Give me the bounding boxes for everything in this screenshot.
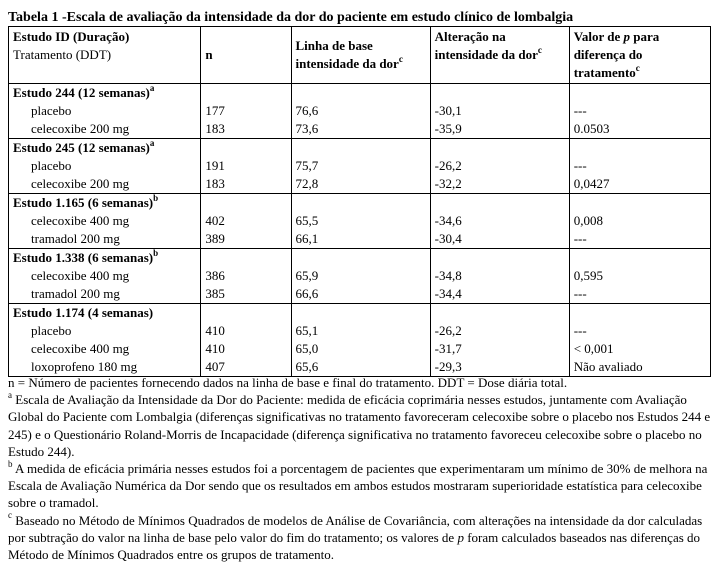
table-row [9,340,711,358]
pvalue-cell: 0,595 [569,267,710,285]
n-cell: 410 [201,322,291,340]
study-empty-cell [201,139,291,158]
study-name: Estudo 244 (12 semanas) [13,85,150,100]
treatment-cell: placebo [9,157,201,175]
footnote-c-p: p [457,529,464,545]
study-empty-cell [291,139,430,158]
study-footnote-marker: b [153,192,159,203]
table-row [9,157,711,175]
treatment-cell: tramadol 200 mg [9,230,201,249]
table-row [9,212,711,230]
table-header-row [9,27,711,84]
footnote-a [8,391,712,460]
pvalue-cell: 0.0503 [569,120,710,139]
table-row [9,120,711,139]
study-cell [9,84,201,103]
treatment-cell: celecoxibe 400 mg [9,212,201,230]
study-row [9,84,711,103]
treatment-cell: celecoxibe 200 mg [9,175,201,194]
change-cell: -26,2 [430,157,569,175]
study-row [9,249,711,268]
change-cell: -26,2 [430,322,569,340]
table-row [9,102,711,120]
change-cell: -35,9 [430,120,569,139]
table-row [9,285,711,304]
header-pvalue [569,27,710,84]
footnote-c-text-2: foram calculados baseados nas diferenças do Método de Mínimos Quadrados entre os grupos de tratamento. [8,529,701,563]
pvalue-cell: --- [569,285,710,304]
baseline-cell: 66,1 [291,230,430,249]
study-cell [9,139,201,158]
change-cell: -34,8 [430,267,569,285]
n-cell: 402 [201,212,291,230]
header-n-label: n [205,47,213,62]
table-row [9,267,711,285]
baseline-cell: 72,8 [291,175,430,194]
change-cell: -31,7 [430,340,569,358]
n-cell: 177 [201,102,291,120]
study-cell [9,249,201,268]
change-cell: -30,1 [430,102,569,120]
study-empty-cell [430,304,569,323]
change-cell: -30,4 [430,230,569,249]
pain-intensity-table [8,26,711,377]
baseline-cell: 75,7 [291,157,430,175]
table-footnotes [8,374,712,563]
n-cell: 389 [201,230,291,249]
table-row [9,322,711,340]
header-baseline [291,27,430,84]
baseline-cell: 76,6 [291,102,430,120]
header-study [9,27,201,84]
pvalue-cell: Não avaliado [569,358,710,377]
study-footnote-marker: b [153,247,159,258]
study-empty-cell [291,249,430,268]
header-change-sup: c [537,44,542,55]
header-pvalue-pre: Valor de [573,29,624,44]
header-baseline-sup: c [398,53,403,64]
study-empty-cell [201,304,291,323]
study-name: Estudo 1.174 (4 semanas) [13,305,154,320]
treatment-cell: tramadol 200 mg [9,285,201,304]
treatment-cell: loxoprofeno 180 mg [9,358,201,377]
study-empty-cell [201,84,291,103]
pvalue-cell: --- [569,157,710,175]
header-pvalue-p: p [623,29,631,44]
header-change [430,27,569,84]
study-row [9,304,711,323]
baseline-cell: 65,9 [291,267,430,285]
study-empty-cell [430,84,569,103]
study-name: Estudo 1.165 (6 semanas) [13,195,154,210]
table-row [9,230,711,249]
table-body [9,84,711,377]
study-empty-cell [291,194,430,213]
change-cell: -34,4 [430,285,569,304]
treatment-cell: celecoxibe 200 mg [9,120,201,139]
baseline-cell: 73,6 [291,120,430,139]
study-footnote-marker: a [149,137,155,148]
footnote-b [8,460,712,512]
study-cell [9,194,201,213]
study-empty-cell [569,194,710,213]
study-row [9,194,711,213]
footnote-b-text: A medida de eficácia primária nesses estudos foi a porcentagem de pacientes que experimentaram um mínimo de 30% de melhora na Escala de Avaliação Numérica da Dor sendo que os resultados em ambos estudos mostraram superioridade estatística para celecoxibe sobre o tramadol. [8,461,708,511]
header-pvalue-sup: c [635,62,640,73]
n-cell: 191 [201,157,291,175]
baseline-cell: 65,5 [291,212,430,230]
header-pvalue-post: para diferença do tratamento [573,29,660,80]
n-cell: 385 [201,285,291,304]
pvalue-cell: --- [569,322,710,340]
study-empty-cell [569,249,710,268]
pvalue-cell: --- [569,230,710,249]
study-empty-cell [201,194,291,213]
treatment-cell: celecoxibe 400 mg [9,340,201,358]
change-cell: -32,2 [430,175,569,194]
study-empty-cell [430,249,569,268]
study-empty-cell [569,84,710,103]
study-empty-cell [291,84,430,103]
footnote-b-marker: b [8,458,13,469]
treatment-cell: placebo [9,102,201,120]
study-empty-cell [291,304,430,323]
study-footnote-marker: a [149,82,155,93]
study-row [9,139,711,158]
study-empty-cell [430,139,569,158]
footnote-n: n = Número de pacientes fornecendo dados na linha de base e final do tratamento. DDT = Dose diária total. [8,375,568,390]
baseline-cell: 65,6 [291,358,430,377]
footnote-c-text-1: Baseado no Método de Mínimos Quadrados de modelos de Análise de Covariância, com alterações na intensidade da dor calculadas por subtração do valor na linha de base pelo valor do fim do tratamento; os valores de [8,512,703,545]
table-row [9,175,711,194]
pvalue-cell: 0,0427 [569,175,710,194]
header-change-label: Alteração na intensidade da dor [434,29,538,62]
pvalue-cell: < 0,001 [569,340,710,358]
footnote-a-marker: a [8,389,12,400]
n-cell: 410 [201,340,291,358]
study-name: Estudo 245 (12 semanas) [13,140,150,155]
baseline-cell: 66,6 [291,285,430,304]
header-study-line1: Estudo ID (Duração) [13,29,130,44]
baseline-cell: 65,0 [291,340,430,358]
header-study-line2: Tratamento (DDT) [13,47,112,62]
study-cell [9,304,201,323]
n-cell: 386 [201,267,291,285]
pvalue-cell: --- [569,102,710,120]
change-cell: -34,6 [430,212,569,230]
study-empty-cell [201,249,291,268]
study-empty-cell [569,139,710,158]
treatment-cell: placebo [9,322,201,340]
treatment-cell: celecoxibe 400 mg [9,267,201,285]
n-cell: 183 [201,175,291,194]
study-name: Estudo 1.338 (6 semanas) [13,250,154,265]
study-empty-cell [430,194,569,213]
study-empty-cell [569,304,710,323]
baseline-cell: 65,1 [291,322,430,340]
n-cell: 407 [201,358,291,377]
n-cell: 183 [201,120,291,139]
footnote-a-text: Escala de Avaliação da Intensidade da Dor do Paciente: medida de eficácia coprimária nesses estudos, juntamente com Avaliação Global do Paciente com Lombalgia (diferenças significativas no tratamento favoreceram celecoxibe sobre o placebo nos Estudos 244 e 245) e o Questionário Roland-Morris de Incapacidade (diferença significativa no tratamento favoreceu celecoxibe sobre o placebo no Estudo 244). [8,392,711,459]
change-cell: -29,3 [430,358,569,377]
header-n [201,27,291,84]
footnote-c [8,512,712,564]
table-caption: Tabela 1 -Escala de avaliação da intensidade da dor do paciente em estudo clínico de lombalgia [8,10,574,25]
footnote-c-marker: c [8,510,12,521]
header-baseline-label: Linha de base intensidade da dor [295,38,399,71]
pvalue-cell: 0,008 [569,212,710,230]
